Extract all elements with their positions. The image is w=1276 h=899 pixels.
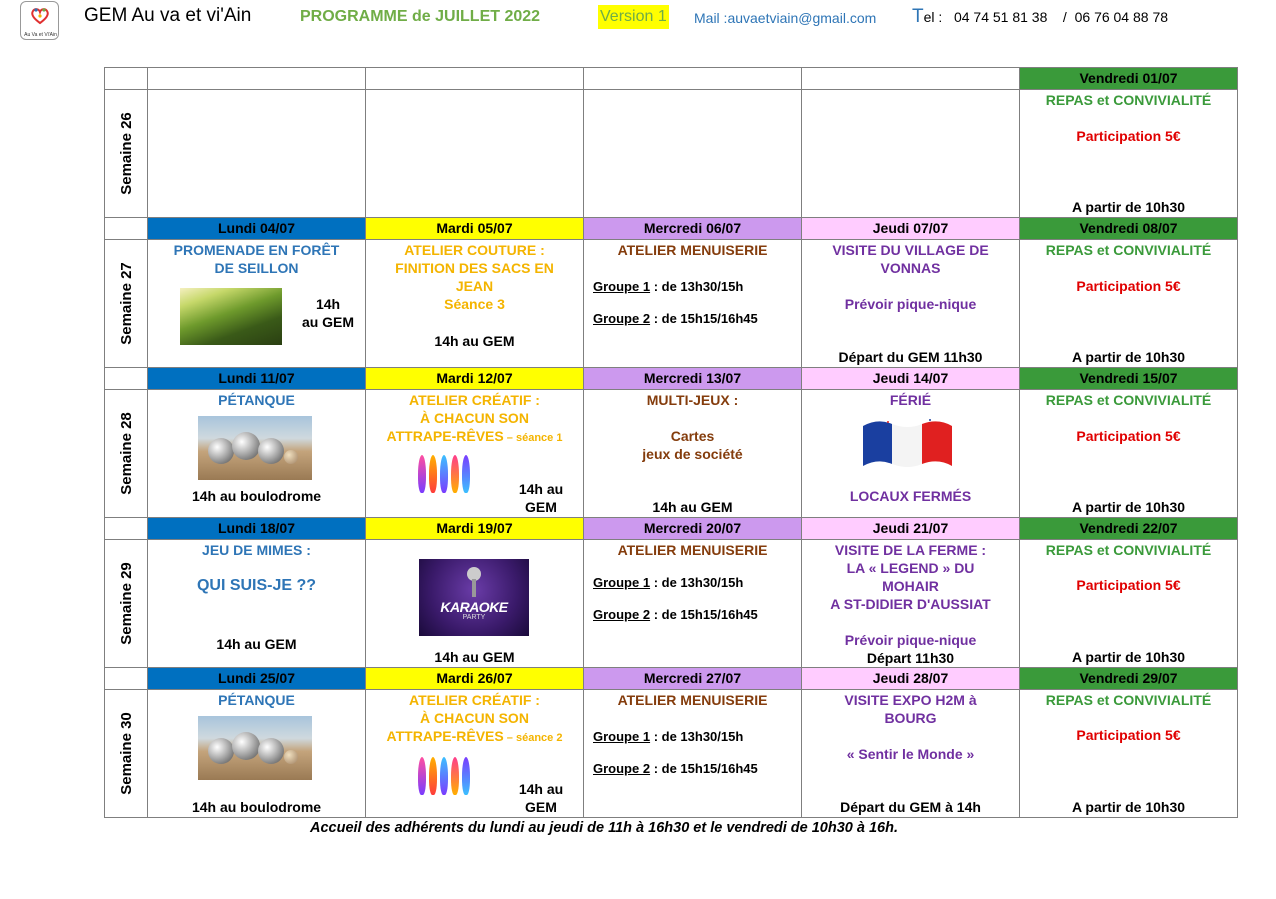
activity-time: A partir de 10h30 [1071,499,1186,515]
activity-row [105,540,1238,668]
day-header-tuesday: Mardi 26/07 [366,668,583,689]
day-header-friday: Vendredi 08/07 [1020,218,1237,239]
activity-time: 14h au [518,781,564,797]
logo-text: Au Va et Vi'Ain [24,32,57,38]
forest-image [180,288,282,345]
activity-time: 14h au GEM [216,636,297,652]
activity-cell-monday [148,540,366,668]
activity-price: Participation 5€ [1076,128,1181,144]
feathers-image [414,753,476,799]
activity-time: 14h au GEM [652,499,733,515]
activity-subtitle: QUI SUIS-JE ?? [196,577,317,594]
week-label: Semaine 28 [117,412,135,495]
activity-title: FÉRIÉ [889,392,932,408]
activity-session: Séance 3 [444,296,505,312]
contact-phone [912,6,1168,28]
activity-cell-friday [1020,540,1238,668]
activity-title: PÉTANQUE [218,392,295,408]
activity-time: A partir de 10h30 [1071,649,1186,665]
day-header-empty [802,68,1020,90]
activity-title-line2: VONNAS [880,260,941,276]
activity-time: 14h au [518,481,564,497]
day-header-friday: Vendredi 22/07 [1020,518,1237,539]
activity-place: au GEM [301,314,355,330]
page-header [0,0,1276,40]
day-header-wednesday: Mercredi 20/07 [584,518,801,539]
activity-cell-tuesday [366,240,584,368]
activity-title-line4: A ST-DIDIER D'AUSSIAT [830,596,991,612]
activity-cell-tuesday [366,390,584,518]
day-header-row [105,518,1238,540]
programme-table [104,67,1238,818]
activity-detail-2: jeux de société [642,446,743,462]
day-header-thursday: Jeudi 14/07 [802,368,1019,389]
activity-price: Participation 5€ [1076,577,1181,593]
activity-title-line2: À CHACUN SON [420,710,529,726]
activity-cell-thursday [802,390,1020,518]
activity-title: ATELIER MENUISERIE [617,692,768,708]
activity-price: Participation 5€ [1076,278,1181,294]
activity-title: REPAS et CONVIVIALITÉ [1045,242,1212,258]
activity-cell-empty [584,90,802,218]
activity-cell-friday [1020,90,1238,218]
day-header-monday: Lundi 18/07 [148,518,365,539]
activity-cell-thursday [802,540,1020,668]
day-header-monday: Lundi 04/07 [148,218,365,239]
day-header-tuesday: Mardi 12/07 [366,368,583,389]
day-header-wednesday: Mercredi 06/07 [584,218,801,239]
day-header-empty [148,68,366,90]
week-label: Semaine 27 [117,262,135,345]
activity-cell-tuesday [366,540,584,668]
day-header-row [105,668,1238,690]
karaoke-sublabel: PARTY [462,614,486,621]
activity-title: VISITE EXPO H2M à [844,692,977,708]
day-header-row [105,368,1238,390]
activity-row [105,390,1238,518]
french-flag-image [858,414,956,472]
day-header-thursday: Jeudi 07/07 [802,218,1019,239]
activity-cell-wednesday [584,240,802,368]
activity-title-line3: JEAN [455,278,494,294]
contact-mail: Mail :auvaetviain@gmail.com [694,10,877,26]
activity-note: « Sentir le Monde » [846,746,975,762]
opening-hours-footer: Accueil des adhérents du lundi au jeudi de 11h à 16h30 et le vendredi de 10h30 à 16h. [310,820,898,836]
activity-title: ATELIER CRÉATIF : [409,392,540,408]
tel-initial: T [912,6,924,27]
week-header-blank [105,518,148,540]
activity-time: Départ 11h30 [866,650,955,666]
day-header-wednesday: Mercredi 27/07 [584,668,801,689]
activity-title: ATELIER CRÉATIF : [409,692,540,708]
day-header-thursday: Jeudi 21/07 [802,518,1019,539]
group-2-schedule: Groupe 2 : de 15h15/16h45 [593,761,758,776]
petanque-image [198,416,312,480]
activity-time: A partir de 10h30 [1071,799,1186,815]
activity-place: GEM [525,499,557,515]
activity-title-line2: FINITION DES SACS EN [395,260,554,276]
activity-time: 14h au boulodrome [191,799,322,815]
activity-cell-wednesday [584,390,802,518]
day-header-tuesday: Mardi 05/07 [366,218,583,239]
activity-cell-empty [366,90,584,218]
day-header-monday: Lundi 11/07 [148,368,365,389]
day-header-row [105,68,1238,90]
day-header-wednesday: Mercredi 13/07 [584,368,801,389]
activity-title: VISITE DE LA FERME : [834,542,987,558]
activity-cell-monday [148,240,366,368]
group-1-schedule: Groupe 1 : de 13h30/15h [593,729,744,744]
activity-title-line3: MOHAIR [882,578,939,594]
activity-cell-friday [1020,690,1238,818]
tel-numbers: el : 04 74 51 81 38 / 06 76 04 88 78 [923,9,1169,25]
activity-price: Participation 5€ [1076,428,1181,444]
heart-logo-icon [30,6,50,26]
activity-title: ATELIER MENUISERIE [617,542,768,558]
group-1-schedule: Groupe 1 : de 13h30/15h [593,575,744,590]
activity-title-line3: ATTRAPE-RÊVES – séance 1 [386,428,563,444]
activity-cell-thursday [802,690,1020,818]
activity-cell-empty [148,90,366,218]
activity-title-line2: À CHACUN SON [420,410,529,426]
feathers-image [414,451,476,497]
week-header-blank [105,68,148,90]
day-header-thursday: Jeudi 28/07 [802,668,1019,689]
week-label: Semaine 29 [117,562,135,645]
day-header-friday: Vendredi 15/07 [1020,368,1237,389]
programme-title: PROGRAMME de JUILLET 2022 [300,8,541,25]
activity-row [105,240,1238,368]
activity-note: LOCAUX FERMÉS [849,488,972,504]
activity-title: REPAS et CONVIVIALITÉ [1045,692,1212,708]
activity-title-line2: DE SEILLON [214,260,299,276]
association-title: GEM Au va et vi'Ain [84,5,252,26]
week-header-blank [105,668,148,690]
activity-title-line2: LA « LEGEND » DU [846,560,975,576]
week-header-blank [105,218,148,240]
day-header-monday: Lundi 25/07 [148,668,365,689]
activity-title-line3: ATTRAPE-RÊVES – séance 2 [386,728,563,744]
activity-note: Prévoir pique-nique [844,632,977,648]
activity-title: ATELIER MENUISERIE [617,242,768,258]
activity-detail-1: Cartes [670,428,715,444]
activity-title: PÉTANQUE [218,692,295,708]
activity-title: REPAS et CONVIVIALITÉ [1045,392,1212,408]
karaoke-image [419,559,529,636]
activity-time: 14h au boulodrome [191,488,322,504]
day-header-row [105,218,1238,240]
karaoke-label: KARAOKE [440,599,508,615]
activity-title: REPAS et CONVIVIALITÉ [1045,542,1212,558]
activity-title: PROMENADE EN FORÊT [173,242,340,258]
activity-title: REPAS et CONVIVIALITÉ [1045,92,1212,108]
day-header-friday: Vendredi 01/07 [1020,68,1237,89]
activity-place: GEM [525,799,557,815]
activity-time: Départ du GEM 11h30 [838,349,983,365]
activity-row [105,90,1238,218]
day-header-tuesday: Mardi 19/07 [366,518,583,539]
activity-cell-tuesday [366,690,584,818]
week-label: Semaine 30 [117,712,135,795]
petanque-image [198,716,312,780]
activity-cell-monday [148,690,366,818]
activity-time: 14h [315,296,341,312]
activity-row [105,690,1238,818]
day-header-empty [584,68,802,90]
group-1-schedule: Groupe 1 : de 13h30/15h [593,279,744,294]
day-header-empty [366,68,584,90]
activity-title: JEU DE MIMES : [202,542,311,558]
activity-title: MULTI-JEUX : [646,392,739,408]
activity-time: Départ du GEM à 14h [840,799,981,815]
activity-time: 14h au GEM [434,333,515,349]
activity-cell-thursday [802,240,1020,368]
activity-price: Participation 5€ [1076,727,1181,743]
activity-cell-empty [802,90,1020,218]
activity-cell-monday [148,390,366,518]
version-badge: Version 1 [598,5,669,29]
activity-time: 14h au GEM [434,649,515,665]
activity-time: A partir de 10h30 [1071,349,1186,365]
activity-note: Prévoir pique-nique [844,296,977,312]
group-2-schedule: Groupe 2 : de 15h15/16h45 [593,607,758,622]
activity-title-line2: BOURG [884,710,937,726]
activity-cell-friday [1020,390,1238,518]
activity-cell-friday [1020,240,1238,368]
day-header-friday: Vendredi 29/07 [1020,668,1237,689]
group-2-schedule: Groupe 2 : de 15h15/16h45 [593,311,758,326]
activity-time: A partir de 10h30 [1071,199,1186,215]
activity-title: ATELIER COUTURE : [404,242,545,258]
week-header-blank [105,368,148,390]
activity-title: VISITE DU VILLAGE DE [832,242,989,258]
gem-logo [20,1,59,40]
activity-cell-wednesday [584,540,802,668]
activity-cell-wednesday [584,690,802,818]
week-label: Semaine 26 [117,112,135,195]
